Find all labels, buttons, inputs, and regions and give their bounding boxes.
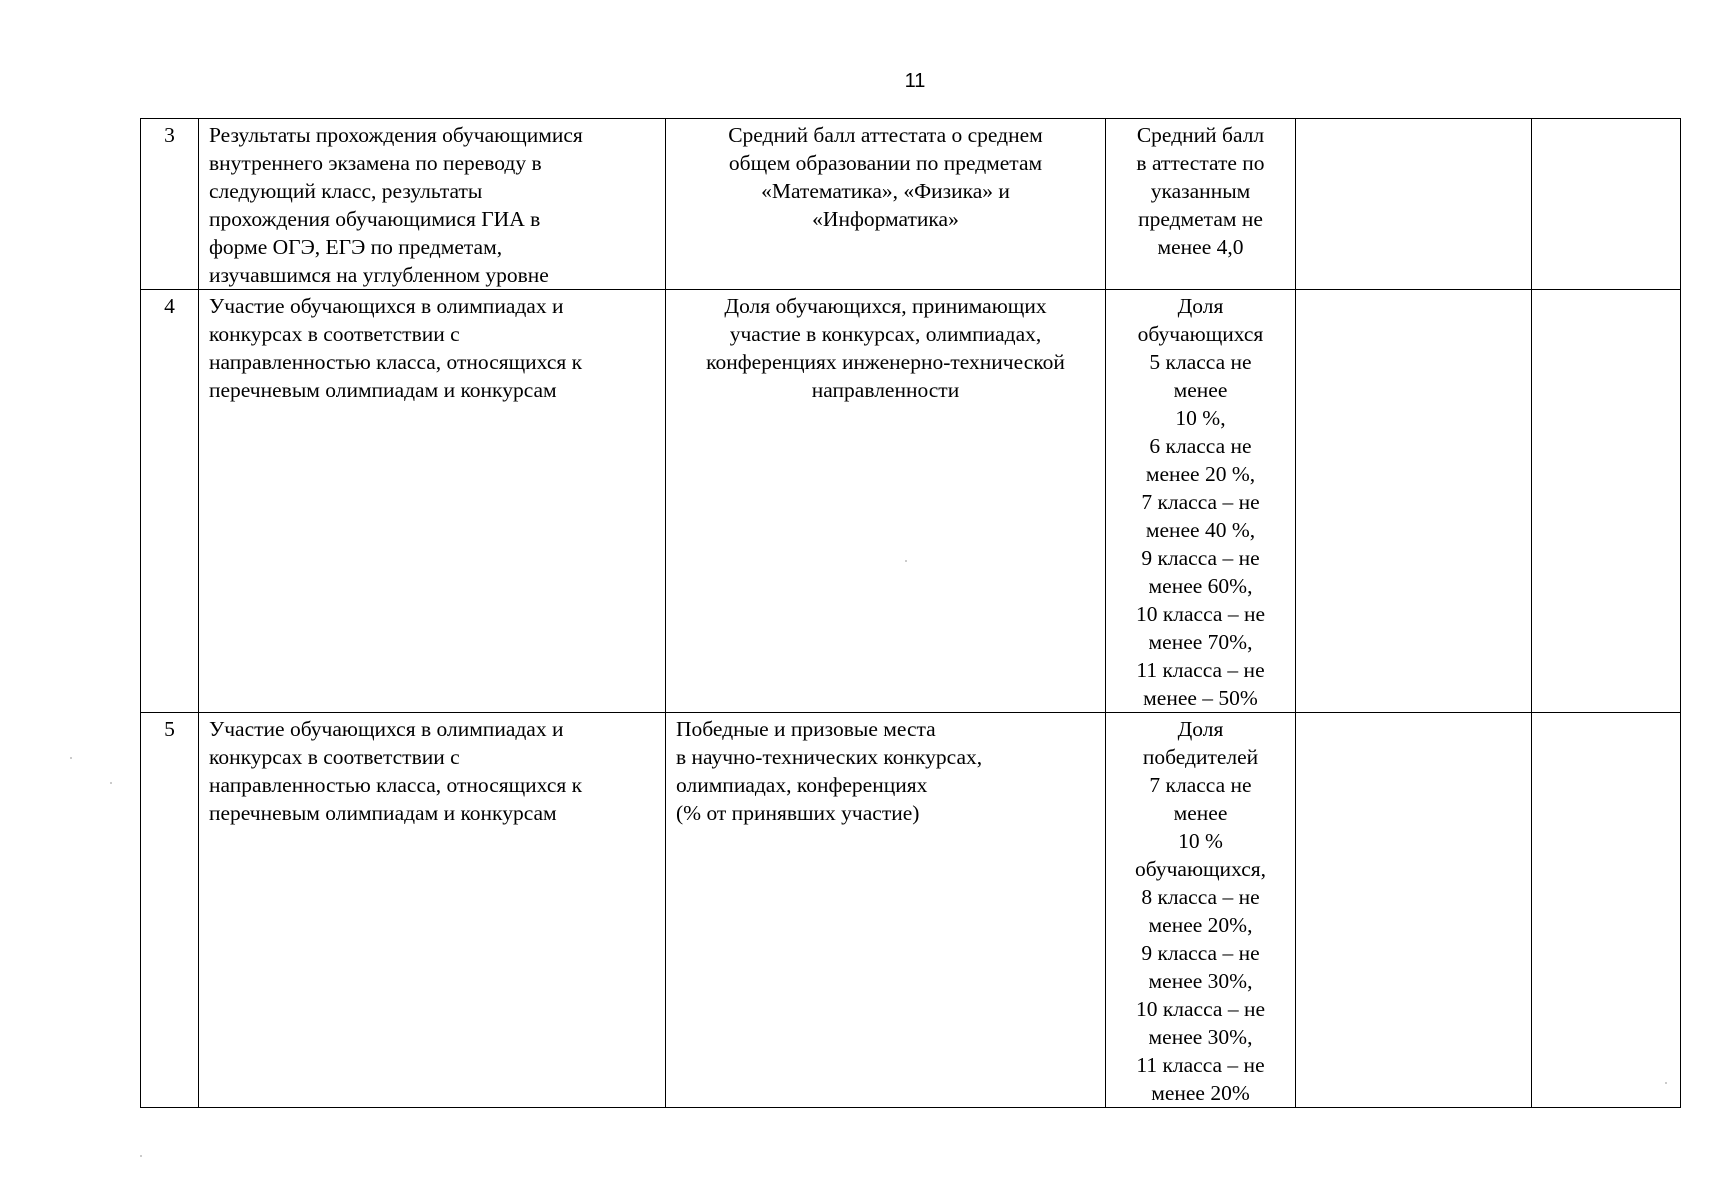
value-line: 9 класса – не: [1141, 941, 1260, 965]
table-row: [141, 290, 1681, 713]
value-line: 10 %: [1178, 829, 1223, 853]
criterion-line: конкурсах в соответствии с: [209, 745, 460, 769]
criterion-line: прохождения обучающимися ГИА в: [209, 207, 541, 231]
scan-speck: [110, 782, 112, 784]
value-line: 7 класса не: [1149, 773, 1252, 797]
criterion-cell: [199, 713, 666, 1108]
value-line: менее 30%,: [1148, 969, 1253, 993]
value-line: 6 класса не: [1149, 434, 1252, 458]
indicator-line: «Математика», «Физика» и: [761, 179, 1010, 203]
scan-speck: [140, 1155, 142, 1157]
value-line: менее 20%,: [1148, 913, 1253, 937]
scan-speck: [70, 757, 72, 759]
empty-cell: [1532, 119, 1681, 290]
criterion-line: конкурсах в соответствии с: [209, 322, 460, 346]
value-line: предметам не: [1138, 207, 1263, 231]
value-line: победителей: [1142, 745, 1259, 769]
value-cell: [1106, 119, 1296, 290]
value-line: Средний балл: [1136, 123, 1265, 147]
value-line: менее 60%,: [1148, 574, 1253, 598]
indicator-line: в научно-технических конкурсах,: [676, 745, 983, 769]
indicator-line: олимпиадах, конференциях: [676, 773, 928, 797]
criteria-table: [140, 118, 1681, 1108]
value-line: менее 20 %,: [1145, 462, 1256, 486]
indicator-cell: [666, 290, 1106, 713]
value-line: в аттестате по: [1136, 151, 1265, 175]
value-line: Доля: [1177, 294, 1224, 318]
row-number: 3: [141, 119, 199, 290]
indicator-line: конференциях инженерно-технической: [706, 350, 1065, 374]
empty-cell: [1296, 713, 1532, 1108]
indicator-line: Победные и призовые места: [676, 717, 936, 741]
value-line: обучающихся: [1137, 322, 1264, 346]
indicator-cell: [666, 119, 1106, 290]
scan-speck: [905, 560, 907, 562]
value-line: менее 70%,: [1148, 630, 1253, 654]
table-row: [141, 713, 1681, 1108]
empty-cell: [1532, 290, 1681, 713]
row-number: 5: [141, 713, 199, 1108]
empty-cell: [1296, 290, 1532, 713]
indicator-cell: [666, 713, 1106, 1108]
empty-cell: [1532, 713, 1681, 1108]
value-line: менее 4,0: [1157, 235, 1244, 259]
criterion-cell: [199, 119, 666, 290]
criterion-line: направленностью класса, относящихся к: [209, 773, 583, 797]
criterion-line: перечневым олимпиадам и конкурсам: [209, 801, 557, 825]
value-line: менее – 50%: [1143, 686, 1258, 710]
value-line: 10 %,: [1175, 406, 1226, 430]
value-line: 10 класса – не: [1135, 602, 1266, 626]
empty-cell: [1296, 119, 1532, 290]
value-line: менее 20%: [1151, 1081, 1250, 1105]
row-number: 4: [141, 290, 199, 713]
criterion-line: Участие обучающихся в олимпиадах и: [209, 294, 564, 318]
scan-speck: [1665, 1082, 1667, 1084]
value-line: менее 40 %,: [1145, 518, 1256, 542]
criterion-line: перечневым олимпиадам и конкурсам: [209, 378, 557, 402]
indicator-line: участие в конкурсах, олимпиадах,: [729, 322, 1042, 346]
value-line: 7 класса – не: [1141, 490, 1260, 514]
indicator-line: направленности: [811, 378, 960, 402]
page-number: 11: [904, 70, 926, 92]
value-line: менее: [1173, 378, 1228, 402]
value-cell: [1106, 290, 1296, 713]
value-line: 10 класса – не: [1135, 997, 1266, 1021]
value-line: 11 класса – не: [1136, 658, 1265, 682]
criterion-cell: [199, 290, 666, 713]
indicator-line: Средний балл аттестата о среднем: [728, 123, 1043, 147]
value-line: указанным: [1150, 179, 1251, 203]
criterion-line: Результаты прохождения обучающимися: [209, 123, 583, 147]
indicator-line: общем образовании по предметам: [728, 151, 1043, 175]
value-line: 9 класса – не: [1141, 546, 1260, 570]
criterion-line: Участие обучающихся в олимпиадах и: [209, 717, 564, 741]
criterion-line: изучавшимся на углубленном уровне: [209, 263, 549, 287]
criterion-line: форме ОГЭ, ЕГЭ по предметам,: [209, 235, 503, 259]
value-line: 11 класса – не: [1136, 1053, 1265, 1077]
criterion-line: направленностью класса, относящихся к: [209, 350, 583, 374]
indicator-line: (% от принявших участие): [676, 801, 920, 825]
value-line: 8 класса – не: [1141, 885, 1260, 909]
value-line: 5 класса не: [1149, 350, 1252, 374]
value-line: Доля: [1177, 717, 1224, 741]
indicator-line: Доля обучающихся, принимающих: [724, 294, 1047, 318]
indicator-line: «Информатика»: [812, 207, 959, 231]
value-line: менее: [1173, 801, 1228, 825]
value-line: менее 30%,: [1148, 1025, 1253, 1049]
table-row: [141, 119, 1681, 290]
criterion-line: следующий класс, результаты: [209, 179, 483, 203]
criterion-line: внутреннего экзамена по переводу в: [209, 151, 542, 175]
value-line: обучающихся,: [1134, 857, 1267, 881]
value-cell: [1106, 713, 1296, 1108]
